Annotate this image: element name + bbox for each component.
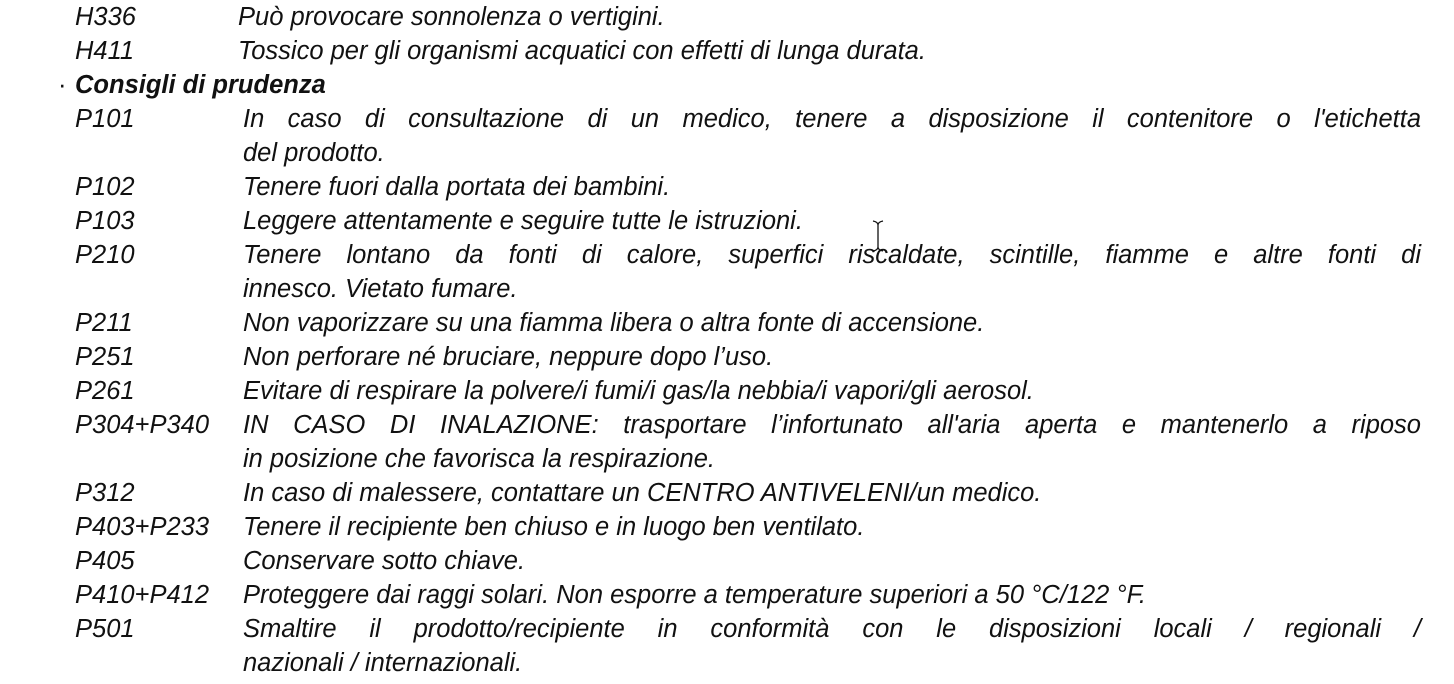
precaution-code: P403+P233 xyxy=(75,513,209,541)
precaution-text: Proteggere dai raggi solari. Non esporre a temperature superiori a 50 °C/122 °F. xyxy=(243,581,1146,609)
precaution-text: Conservare sotto chiave. xyxy=(243,547,526,575)
precaution-code: P405 xyxy=(75,547,135,575)
precaution-row-p210 xyxy=(75,238,1421,306)
precaution-row-p251 xyxy=(75,340,1421,374)
precaution-text: Non perforare né bruciare, neppure dopo l’uso. xyxy=(243,343,774,371)
section-title: Consigli di prudenza xyxy=(75,71,326,99)
precaution-row-p261 xyxy=(75,374,1421,408)
precaution-code: P501 xyxy=(75,615,135,643)
precaution-text-line: In caso di consultazione di un medico, tenere a disposizione il contenitore o l'etichetta xyxy=(243,105,1421,133)
precaution-text-line: Smaltire il prodotto/recipiente in conformità con le disposizioni locali / regionali / xyxy=(243,615,1421,643)
precaution-code: P210 xyxy=(75,241,135,269)
precaution-code: P101 xyxy=(75,105,135,133)
precaution-text-line: del prodotto. xyxy=(243,139,385,167)
hazard-code: H411 xyxy=(75,37,135,65)
precaution-row-p211 xyxy=(75,306,1421,340)
precaution-code: P211 xyxy=(75,309,133,337)
precaution-text xyxy=(243,102,1421,170)
precaution-code: P312 xyxy=(75,479,135,507)
hazard-text: Tossico per gli organismi acquatici con effetti di lunga durata. xyxy=(238,37,926,65)
precaution-text-line: IN CASO DI INALAZIONE: trasportare l’infortunato all'aria aperta e mantenerlo a riposo xyxy=(243,411,1421,439)
precaution-text-line: in posizione che favorisca la respirazione. xyxy=(243,445,715,473)
precaution-row-p501 xyxy=(75,612,1421,680)
precaution-text: Non vaporizzare su una fiamma libera o altra fonte di accensione. xyxy=(243,309,985,337)
precaution-row-p410-p412 xyxy=(75,578,1421,612)
precaution-code: P261 xyxy=(75,377,135,405)
precaution-row-p101 xyxy=(75,102,1421,170)
precaution-text: Tenere fuori dalla portata dei bambini. xyxy=(243,173,671,201)
precaution-text: Evitare di respirare la polvere/i fumi/i gas/la nebbia/i vapori/gli aerosol. xyxy=(243,377,1034,405)
precaution-row-p102 xyxy=(75,170,1421,204)
hazard-code: H336 xyxy=(75,3,136,31)
hazard-row-h411 xyxy=(75,34,1421,68)
section-heading-precautionary xyxy=(58,68,326,102)
bullet-point: · xyxy=(58,71,67,99)
precaution-text xyxy=(243,238,1421,306)
precaution-row-p312 xyxy=(75,476,1421,510)
precaution-text: In caso di malessere, contattare un CENTRO ANTIVELENI/un medico. xyxy=(243,479,1042,507)
precaution-text-line: innesco. Vietato fumare. xyxy=(243,275,518,303)
precaution-code: P102 xyxy=(75,173,135,201)
precaution-text xyxy=(243,612,1421,680)
precaution-row-p103 xyxy=(75,204,1421,238)
hazard-text: Può provocare sonnolenza o vertigini. xyxy=(238,3,665,31)
precaution-text: Tenere il recipiente ben chiuso e in luogo ben ventilato. xyxy=(243,513,865,541)
precaution-row-p405 xyxy=(75,544,1421,578)
precaution-code: P410+P412 xyxy=(75,581,209,609)
hazard-row-h336 xyxy=(75,0,1421,34)
precaution-text: Leggere attentamente e seguire tutte le istruzioni. xyxy=(243,207,803,235)
precaution-row-p304-p340 xyxy=(75,408,1421,476)
precaution-text xyxy=(243,408,1421,476)
precaution-code: P251 xyxy=(75,343,135,371)
precaution-text-line: nazionali / internazionali. xyxy=(243,649,523,677)
text-cursor-icon xyxy=(872,220,884,252)
precaution-code: P103 xyxy=(75,207,135,235)
precaution-row-p403-p233 xyxy=(75,510,1421,544)
precaution-code: P304+P340 xyxy=(75,411,209,439)
precaution-text-line: Tenere lontano da fonti di calore, superfici riscaldate, scintille, fiamme e altre fonti di xyxy=(243,241,1421,269)
